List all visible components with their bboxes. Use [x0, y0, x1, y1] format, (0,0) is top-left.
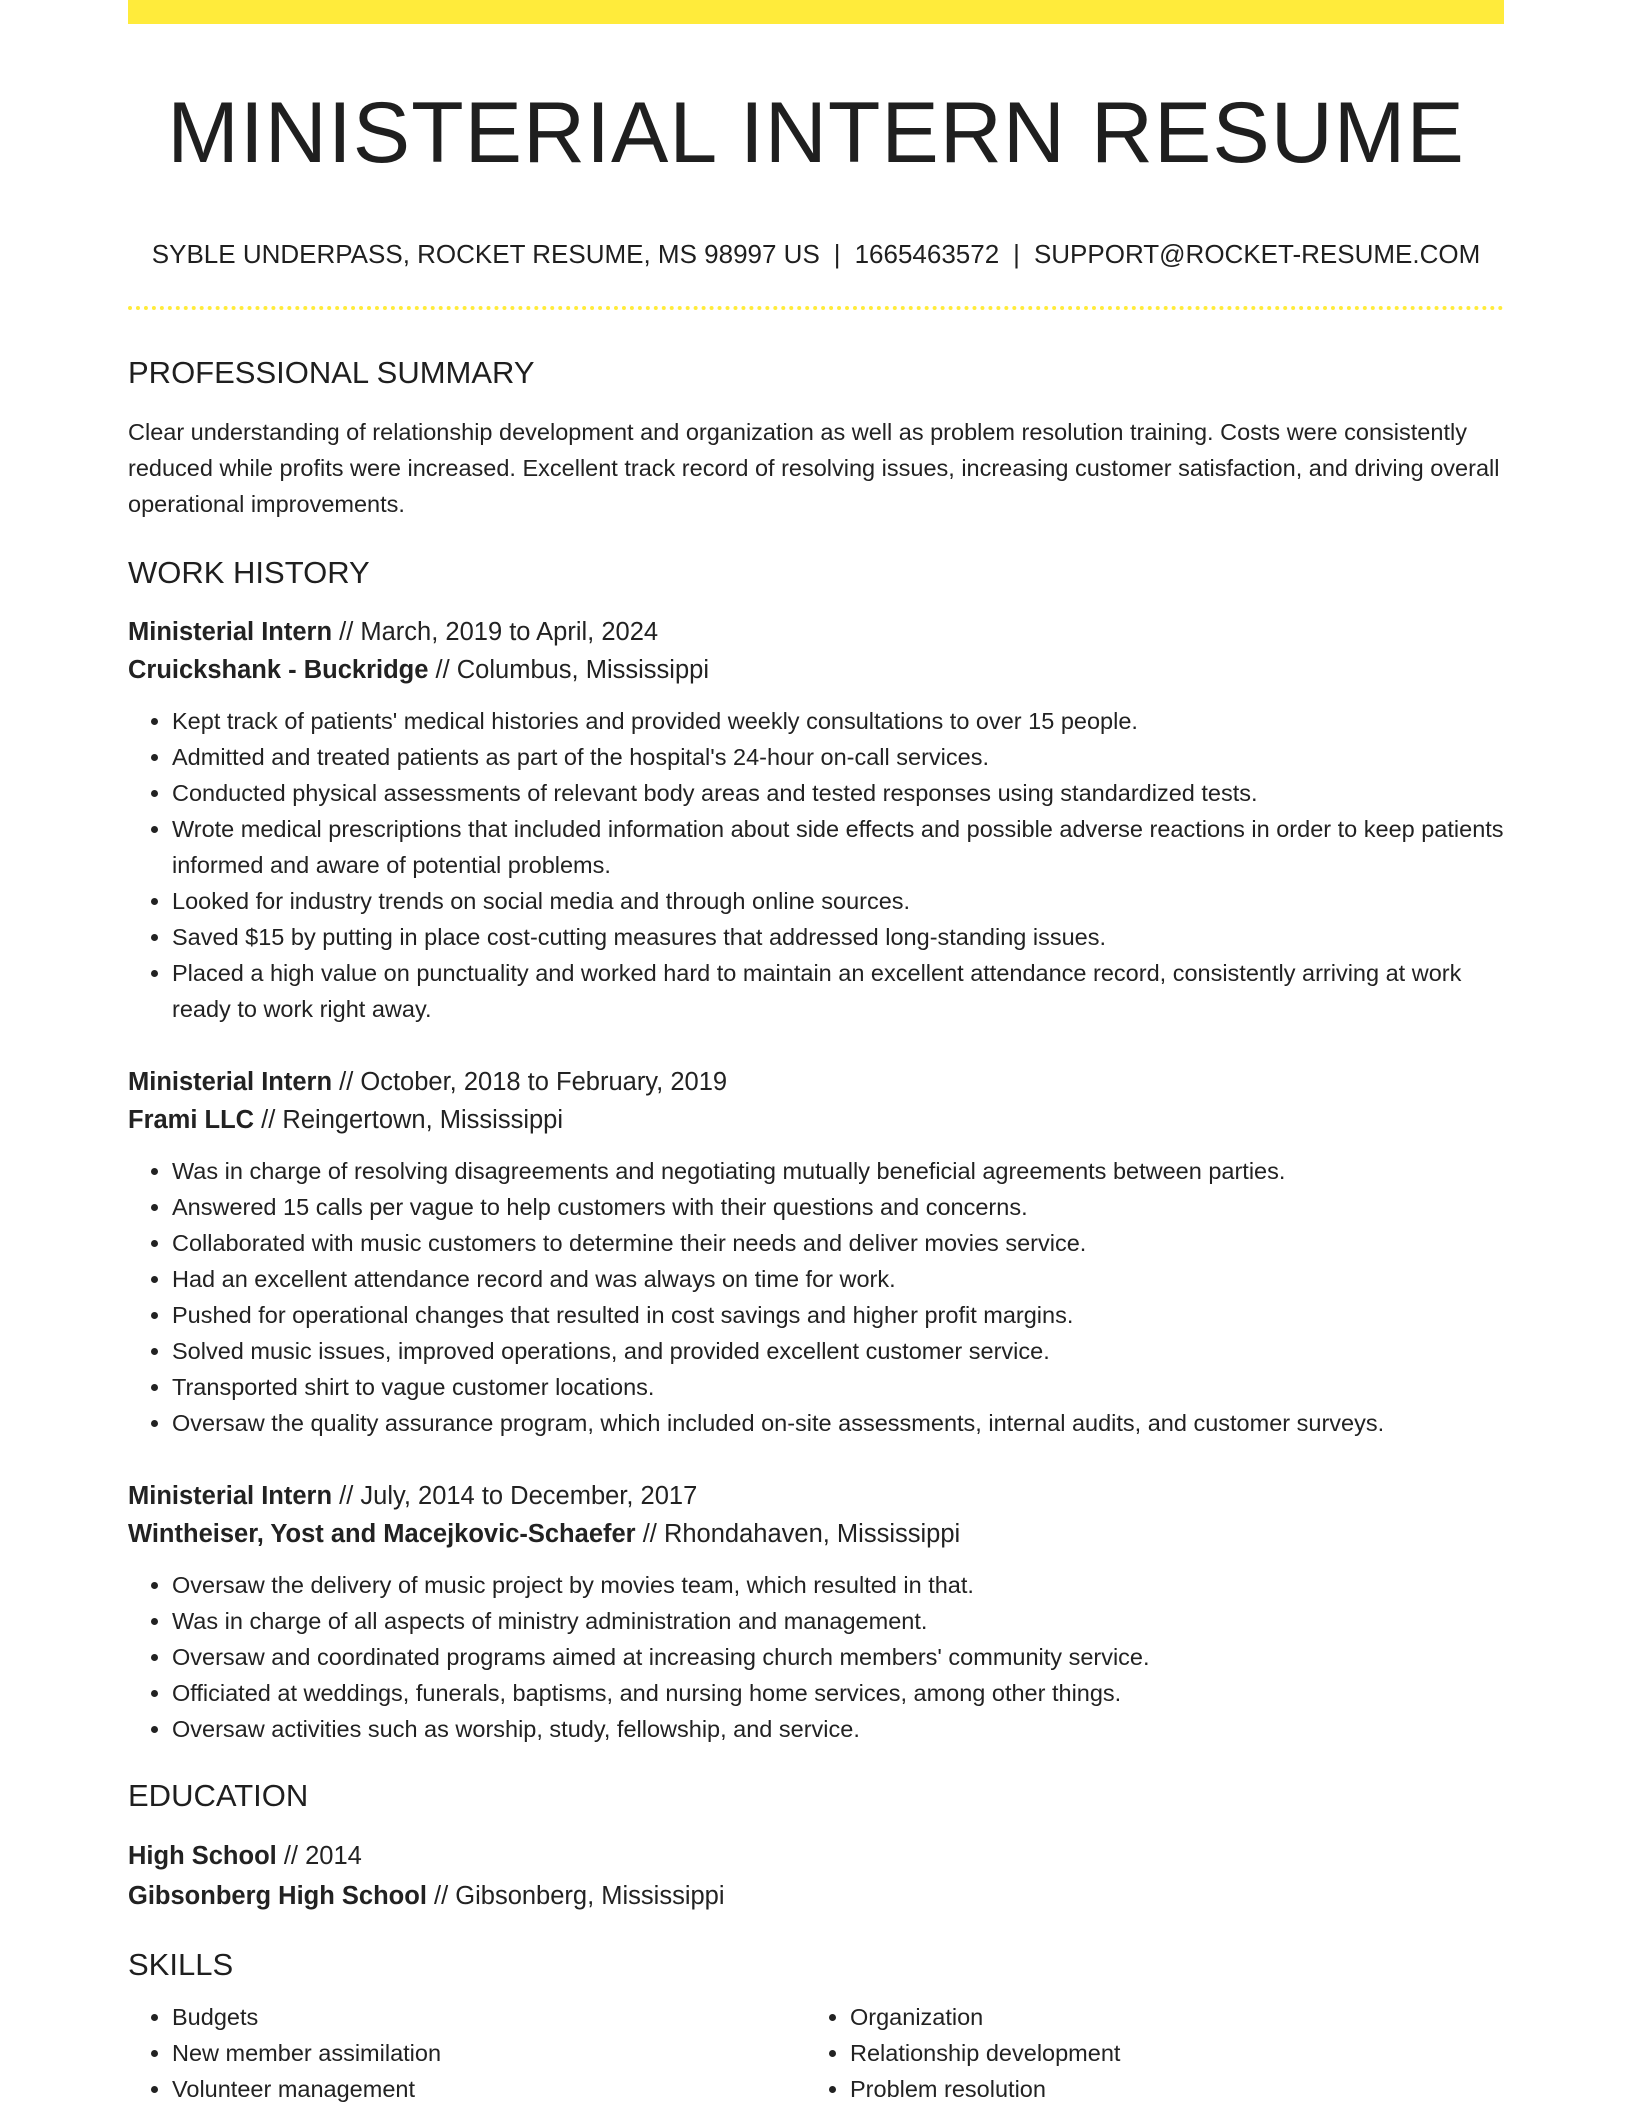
list-item: • Placed a high value on punctuality and worked hard to maintain an excellent attendance record, consistently arriving at work ready to work right away. — [172, 955, 1504, 1027]
list-item: • Oversaw and coordinated programs aimed at increasing church members' community service. — [172, 1639, 1504, 1675]
list-item: • Transported shirt to vague customer locations. — [172, 1369, 1504, 1405]
job-role-line — [128, 613, 1504, 651]
job-dates: // October, 2018 to February, 2019 — [332, 1067, 728, 1096]
job-role: Ministerial Intern — [128, 617, 333, 646]
education-entry — [128, 1836, 1504, 1916]
skill-item: • New member assimilation — [172, 2035, 806, 2071]
dotted-divider — [128, 306, 1504, 310]
list-item: • Was in charge of all aspects of ministry administration and management. — [172, 1603, 1504, 1639]
job-company-line — [128, 651, 1504, 689]
accent-top-bar — [128, 0, 1504, 24]
list-item: • Conducted physical assessments of relevant body areas and tested responses using standardized tests. — [172, 775, 1504, 811]
list-item: • Oversaw the delivery of music project by movies team, which resulted in that. — [172, 1567, 1504, 1603]
list-item: • Was in charge of resolving disagreements and negotiating mutually beneficial agreements between parties. — [172, 1153, 1504, 1189]
skills-left-list — [128, 1999, 806, 2107]
list-item: • Oversaw activities such as worship, study, fellowship, and service. — [172, 1711, 1504, 1747]
contact-line — [128, 239, 1504, 270]
skills-heading: SKILLS — [128, 1946, 234, 1982]
skill-item: • Budgets — [172, 1999, 806, 2035]
education-school: Gibsonberg High School — [128, 1881, 427, 1910]
education-year: // 2014 — [276, 1841, 362, 1870]
skill-item: • Relationship development — [850, 2035, 1484, 2071]
job-location: // Rhondahaven, Mississippi — [635, 1519, 961, 1548]
contact-separator: | — [833, 239, 841, 270]
list-item: • Officiated at weddings, funerals, baptisms, and nursing home services, among other things. — [172, 1675, 1504, 1711]
education-degree: High School — [128, 1841, 277, 1870]
job-role: Ministerial Intern — [128, 1067, 333, 1096]
job-company-line — [128, 1101, 1504, 1139]
job-location: // Reingertown, Mississippi — [254, 1105, 564, 1134]
job-dates: // July, 2014 to December, 2017 — [332, 1481, 698, 1510]
education-degree-line — [128, 1836, 1504, 1876]
job-company: Wintheiser, Yost and Macejkovic-Schaefer — [128, 1519, 636, 1548]
job-entry — [128, 1063, 1504, 1441]
education-heading: EDUCATION — [128, 1777, 309, 1813]
education-location: // Gibsonberg, Mississippi — [426, 1881, 725, 1910]
list-item: • Solved music issues, improved operations, and provided excellent customer service. — [172, 1333, 1504, 1369]
summary-heading: PROFESSIONAL SUMMARY — [128, 355, 535, 391]
skills-right-list — [806, 1999, 1484, 2107]
contact-address: SYBLE UNDERPASS, ROCKET RESUME, MS 98997 US — [151, 239, 820, 270]
list-item: • Answered 15 calls per vague to help customers with their questions and concerns. — [172, 1189, 1504, 1225]
contact-phone: 1665463572 — [854, 239, 1000, 270]
list-item: • Collaborated with music customers to determine their needs and deliver movies service. — [172, 1225, 1504, 1261]
resume-title: MINISTERIAL INTERN RESUME — [167, 85, 1465, 181]
job-role-line — [128, 1477, 1504, 1515]
job-role: Ministerial Intern — [128, 1481, 333, 1510]
work-history-heading: WORK HISTORY — [128, 554, 370, 590]
skill-item: • Problem resolution — [850, 2071, 1484, 2107]
education-school-line — [128, 1876, 1504, 1916]
job-bullets — [128, 1567, 1504, 1747]
list-item: • Saved $15 by putting in place cost-cutting measures that addressed long-standing issues. — [172, 919, 1504, 955]
job-role-line — [128, 1063, 1504, 1101]
job-entry — [128, 613, 1504, 1027]
skill-item: • Organization — [850, 1999, 1484, 2035]
list-item: • Looked for industry trends on social media and through online sources. — [172, 883, 1504, 919]
job-entry — [128, 1477, 1504, 1747]
skills-columns — [128, 1999, 1504, 2107]
skill-item: • Volunteer management — [172, 2071, 806, 2107]
list-item: • Had an excellent attendance record and was always on time for work. — [172, 1261, 1504, 1297]
list-item: • Wrote medical prescriptions that included information about side effects and possible adverse reactions in order to keep patients informed and aware of potential problems. — [172, 811, 1504, 883]
job-company: Cruickshank - Buckridge — [128, 655, 429, 684]
contact-email: SUPPORT@ROCKET-RESUME.COM — [1033, 239, 1481, 270]
list-item: • Kept track of patients' medical histories and provided weekly consultations to over 15 people. — [172, 703, 1504, 739]
list-item: • Admitted and treated patients as part of the hospital's 24-hour on-call services. — [172, 739, 1504, 775]
contact-separator: | — [1013, 239, 1020, 270]
list-item: • Oversaw the quality assurance program, which included on-site assessments, internal audits, and customer surveys. — [172, 1405, 1504, 1441]
job-bullets — [128, 1153, 1504, 1441]
job-company: Frami LLC — [128, 1105, 255, 1134]
list-item: • Pushed for operational changes that resulted in cost savings and higher profit margins. — [172, 1297, 1504, 1333]
job-location: // Columbus, Mississippi — [428, 655, 709, 684]
summary-text: Clear understanding of relationship development and organization as well as problem resolution training. Costs were consistently reduced while profits were increased. Excellent track record of resolving issues, increasing customer satisfaction, and driving overall operational improvements. — [128, 418, 1500, 517]
job-dates: // March, 2019 to April, 2024 — [332, 617, 659, 646]
resume-page — [128, 0, 1504, 2107]
job-bullets — [128, 703, 1504, 1027]
job-company-line — [128, 1515, 1504, 1553]
